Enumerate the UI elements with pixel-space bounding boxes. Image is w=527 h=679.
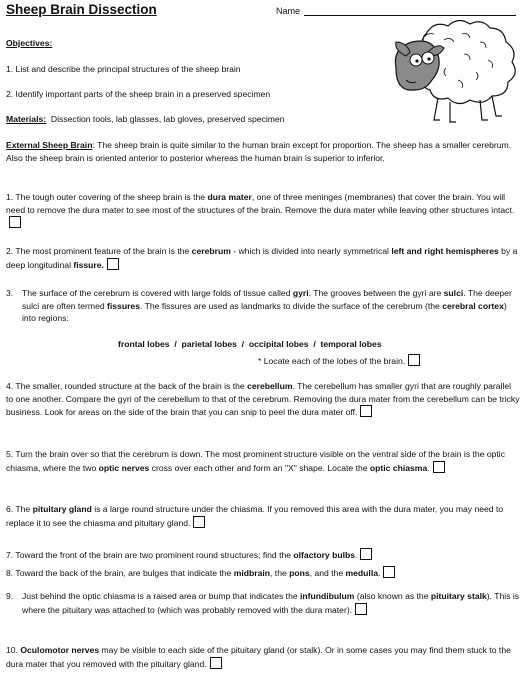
- objective-1: 1. List and describe the principal structures of the sheep brain: [6, 64, 241, 74]
- step-9-number: 9.: [6, 591, 14, 601]
- sheep-illustration: [388, 16, 520, 126]
- step-3-text: . The deeper sulci are often termed: [22, 288, 512, 311]
- step-4-checkbox[interactable]: [360, 405, 372, 417]
- step-3-text: . The grooves between the gyri are: [308, 288, 444, 298]
- step-6-checkbox[interactable]: [193, 516, 205, 528]
- step-9-text: ). This is where the pituitary was attached to (which was probably removed with the dura mater).: [22, 591, 520, 615]
- step-5-text: cross over each other and form an "X" shape. Locate the: [149, 462, 370, 473]
- step-3-text: . The fissures are used as landmarks to divide the surface of the cerebrum (the: [140, 300, 443, 311]
- step-8: [6, 566, 520, 580]
- term-optic-nerves: optic nerves: [98, 462, 150, 473]
- step-6: [6, 503, 520, 529]
- term-cerebellum: cerebellum: [247, 381, 293, 391]
- term-gyri: gyri: [292, 288, 309, 298]
- step-6-text: 6. The: [6, 504, 33, 514]
- step-2-text: - which is divided into nearly symmetrical: [230, 246, 392, 256]
- external-label: External Sheep Brain: [6, 140, 93, 150]
- step-10: [6, 644, 520, 670]
- term-olfactory-bulbs: olfactory bulbs: [293, 550, 356, 560]
- step-10-text: 10.: [6, 645, 21, 655]
- locate-lobes-text: * Locate each of the lobes of the brain.: [258, 356, 406, 366]
- materials-text: Dissection tools, lab glasses, lab gloves, preserved specimen: [50, 114, 285, 124]
- step-2-text: by a deep longitudinal: [6, 246, 518, 270]
- locate-lobes: [258, 354, 420, 368]
- objectives-heading: Objectives:: [6, 38, 53, 48]
- term-pituitary-gland: pituitary gland: [32, 504, 92, 514]
- step-2-checkbox[interactable]: [107, 258, 119, 270]
- step-5-text: .: [427, 462, 430, 473]
- name-label: Name: [276, 6, 301, 16]
- step-10-checkbox[interactable]: [210, 657, 222, 669]
- term-sulci: sulci: [443, 288, 464, 298]
- step-8-text: 8. Toward the back of the brain, are bulges that indicate the: [6, 568, 234, 578]
- step-4-text: . The cerebellum has smaller gyri that are roughly parallel to one another. Compare the gyri of the cerebellum to that of the cerebrum. Removing the dura mater from the cerebellum can be tricky business. Look for areas on the side of the brain that you can snip to peel the dura mater off.: [6, 381, 520, 417]
- step-3-text: ) into regions:: [22, 300, 507, 323]
- term-oculomotor-nerves: Oculomotor nerves: [20, 645, 100, 655]
- step-5: [6, 448, 520, 474]
- step-7-checkbox[interactable]: [360, 548, 372, 560]
- step-3: [22, 287, 520, 325]
- materials-label: Materials:: [6, 114, 47, 124]
- external-text: : The sheep brain is quite similar to the human brain except for proportion. The sheep has a smaller cerebrum. Also the sheep brain is oriented anterior to posterior whereas the human brain is superior to inferior.: [6, 140, 512, 163]
- lobes-list: frontal lobes / parietal lobes / occipital lobes / temporal lobes: [118, 339, 382, 349]
- step-8-text: , and the: [309, 568, 346, 578]
- term-medulla: medulla: [345, 568, 378, 578]
- step-2: [6, 245, 520, 271]
- term-cerebral-cortex: cerebral cortex: [442, 300, 504, 311]
- step-8-text: .: [378, 568, 381, 578]
- term-midbrain: midbrain: [233, 568, 271, 578]
- step-8-checkbox[interactable]: [383, 566, 395, 578]
- step-9: [22, 590, 520, 616]
- external-paragraph: [6, 139, 520, 164]
- step-2-text: 2. The most prominent feature of the brain is the: [6, 246, 192, 256]
- term-hemispheres: left and right hemispheres: [391, 246, 499, 256]
- step-1-text: , one of three meninges (membranes) that cover the brain. You will need to remove the dura mater to see most of the structures of the brain. Remove the dura mater while leaving other structures intact.: [6, 192, 515, 215]
- step-10-text: may be visible to each side of the pituitary gland (or stalk). Or in some cases you may find them stuck to the dura mater that you removed with the pituitary gland.: [6, 645, 511, 669]
- materials-line: [6, 113, 285, 126]
- term-pituitary-stalk: pituitary stalk: [430, 591, 487, 601]
- step-9-text: Just behind the optic chiasma is a raised area or bump that indicates the: [22, 591, 301, 601]
- step-1-text: 1. The tough outer covering of the sheep brain is the: [6, 192, 208, 202]
- term-fissures: fissures: [107, 300, 140, 311]
- step-1: [6, 191, 520, 230]
- term-cerebrum: cerebrum: [191, 246, 231, 256]
- term-infundibulum: infundibulum: [300, 591, 355, 601]
- term-fissure: fissure.: [73, 259, 104, 270]
- step-7-text: .: [355, 550, 358, 560]
- step-3-text: The surface of the cerebrum is covered with large folds of tissue called: [22, 288, 293, 298]
- step-5-checkbox[interactable]: [433, 461, 445, 473]
- step-7-text: 7. Toward the front of the brain are two prominent round structures; find the: [6, 550, 294, 560]
- step-5-text: 5. Turn the brain over so that the cerebrum is down. The most prominent structure visible on the ventral side of the brain is the optic chiasma, where the two: [6, 449, 506, 473]
- step-8-text: , the: [270, 568, 290, 578]
- term-dura-mater: dura mater: [207, 192, 252, 202]
- step-3-number: 3.: [6, 288, 14, 298]
- step-6-text: is a large round structure under the chiasma. If you removed this area with the dura mater, you may need to replace it to see the chiasma and pituitary gland.: [6, 504, 504, 528]
- term-pons: pons: [289, 568, 310, 578]
- objective-2: 2. Identify important parts of the sheep brain in a preserved specimen: [6, 89, 271, 99]
- step-1-checkbox[interactable]: [9, 216, 21, 228]
- step-4-text: 4. The smaller, rounded structure at the back of the brain is the: [6, 381, 248, 391]
- step-4: [6, 380, 520, 419]
- term-optic-chiasma: optic chiasma: [369, 462, 428, 473]
- step-9-text: (also known as the: [354, 591, 431, 601]
- step-9-checkbox[interactable]: [355, 603, 367, 615]
- step-7: [6, 548, 520, 562]
- page-title: Sheep Brain Dissection: [6, 2, 157, 17]
- lobes-checkbox[interactable]: [408, 354, 420, 366]
